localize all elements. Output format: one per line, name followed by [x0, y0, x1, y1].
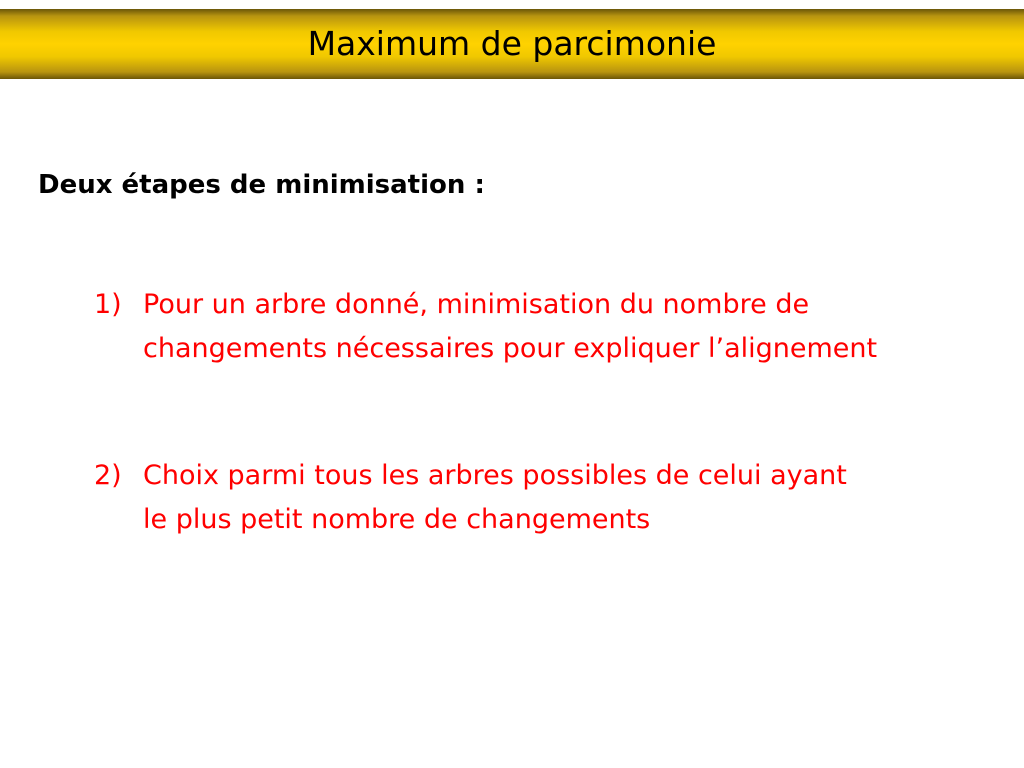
list-item-line: le plus petit nombre de changements — [143, 504, 651, 535]
list-item-line: Choix parmi tous les arbres possibles de celui ayant — [143, 460, 847, 491]
title-bar — [0, 9, 1024, 79]
list-item-line: Pour un arbre donné, minimisation du nombre de — [143, 289, 810, 320]
list-item-line: changements nécessaires pour expliquer l’alignement — [143, 333, 878, 364]
list-item-text — [143, 283, 1003, 371]
list-item-number: 2) — [94, 460, 122, 491]
list-item-text — [143, 454, 1003, 542]
slide-title: Maximum de parcimonie — [307, 24, 717, 63]
list-item-number: 1) — [94, 289, 122, 320]
section-heading: Deux étapes de minimisation : — [38, 170, 485, 200]
